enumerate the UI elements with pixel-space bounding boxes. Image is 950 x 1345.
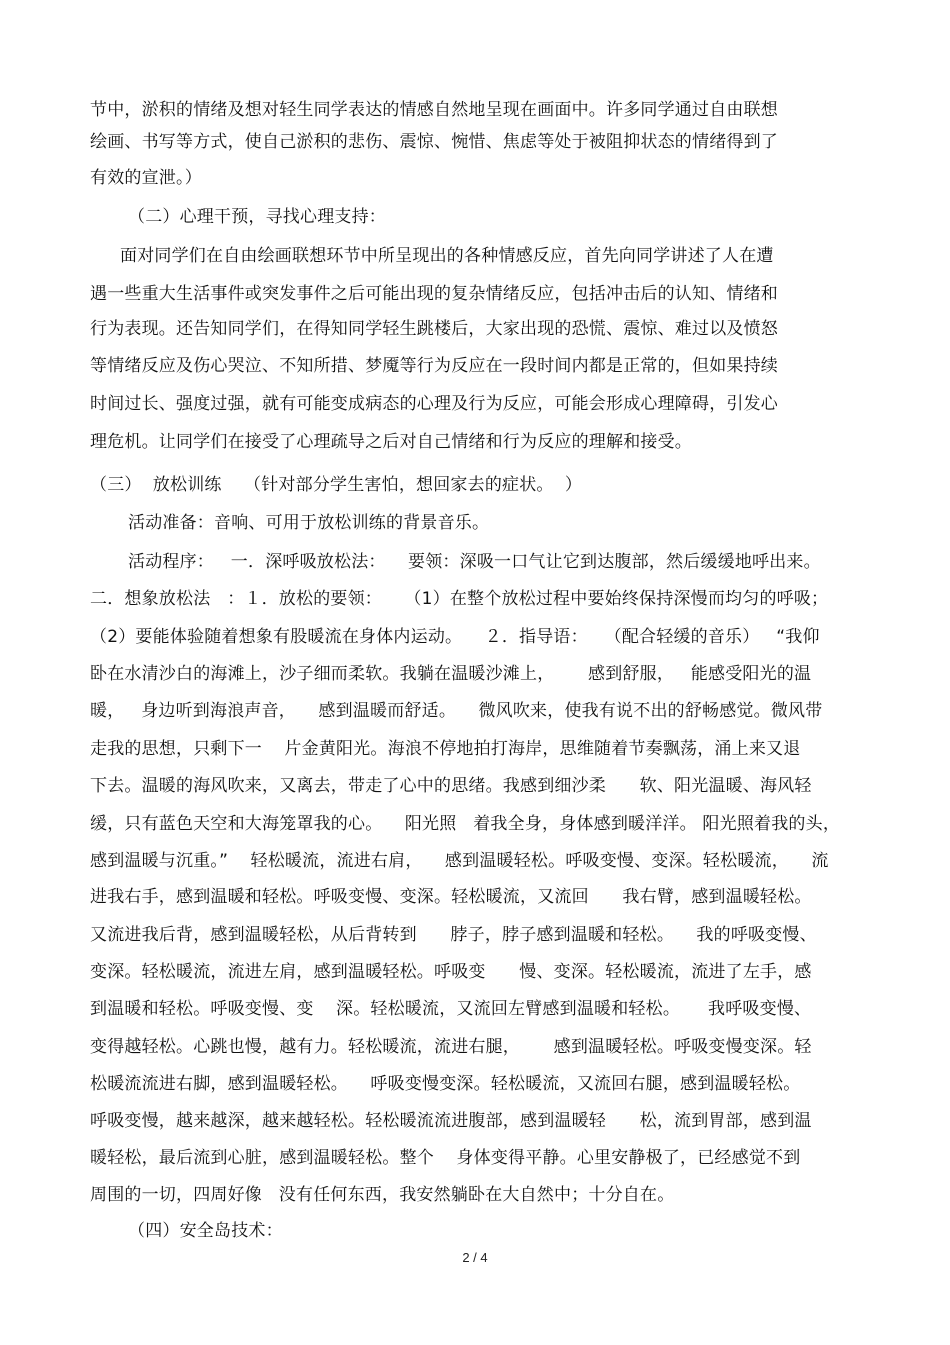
- paragraph-line: 有效的宣泄。）: [90, 168, 202, 188]
- paragraph-line: 绘画、书写等方式，使自己淤积的悲伤、震惊、惋惜、焦虑等处于被阻抑状态的情绪得到了: [90, 132, 778, 152]
- paragraph-line: 行为表现。还告知同学们，在得知同学轻生跳楼后，大家出现的恐慌、震惊、难过以及愤怒: [90, 319, 778, 339]
- paragraph-line: 二．想象放松法 ：１．放松的要领： （1）在整个放松过程中要始终保持深慢而均匀的呼吸；: [90, 589, 829, 609]
- paragraph-line: 活动程序： 一．深呼吸放松法： 要领：深吸一口气让它到达腹部，然后缓缓地呼出来。: [128, 552, 821, 572]
- paragraph-line: 暖， 身边听到海浪声音， 感到温暖而舒适。 微风吹来，使我有说不出的舒畅感觉。微风带: [90, 701, 823, 721]
- paragraph-line: （2）要能体验随着想象有股暖流在身体内运动。 ２．指导语： （配合轻缓的音乐） “我仰: [90, 627, 820, 647]
- paragraph-line: 变得越轻松。心跳也慢，越有力。轻松暖流，流进右腿， 感到温暖轻松。呼吸变慢变深。轻: [90, 1037, 812, 1057]
- paragraph-line: 松暖流流进右脚，感到温暖轻松。 呼吸变慢变深。轻松暖流，又流回右腿，感到温暖轻松。: [90, 1074, 801, 1094]
- paragraph-line: 呼吸变慢，越来越深，越来越轻松。轻松暖流流进腹部，感到温暖轻 松，流到胃部，感到温: [90, 1111, 812, 1131]
- paragraph-line: 等情绪反应及伤心哭泣、不知所措、梦魇等行为反应在一段时间内都是正常的，但如果持续: [90, 356, 778, 376]
- paragraph-line: 缓，只有蓝色天空和大海笼罩我的心。 阳光照 着我全身，身体感到暖洋洋。 阳光照着我的头，: [90, 814, 841, 834]
- paragraph-line: 进我右手，感到温暖和轻松。呼吸变慢、变深。轻松暖流，又流回 我右臂，感到温暖轻松。: [90, 887, 812, 907]
- section-heading: （二）心理干预，寻找心理支持：: [128, 207, 386, 227]
- paragraph-line: 周围的一切，四周好像 没有任何东西，我安然躺卧在大自然中；十分自在。: [90, 1185, 675, 1205]
- paragraph-line: 遇一些重大生活事件或突发事件之后可能出现的复杂情绪反应，包括冲击后的认知、情绪和: [90, 284, 778, 304]
- paragraph-line: 卧在水清沙白的海滩上，沙子细而柔软。我躺在温暖沙滩上， 感到舒服， 能感受阳光的温: [90, 664, 812, 684]
- section-heading: （三） 放松训练 （针对部分学生害怕，想回家去的症状。 ）: [90, 475, 583, 495]
- section-heading: （四）安全岛技术：: [128, 1221, 283, 1241]
- paragraph-line: 走我的思想，只剩下一 片金黄阳光。海浪不停地拍打海岸，思维随着节奏飘荡，涌上来又退: [90, 739, 801, 759]
- paragraph-line: 又流进我后背，感到温暖轻松，从后背转到 脖子，脖子感到温暖和轻松。 我的呼吸变慢、: [90, 925, 817, 945]
- paragraph-line: 暖轻松，最后流到心脏，感到温暖轻松。整个 身体变得平静。心里安静极了，已经感觉不到: [90, 1148, 801, 1168]
- paragraph-line: 面对同学们在自由绘画联想环节中所呈现出的各种情感反应，首先向同学讲述了人在遭: [120, 246, 774, 266]
- paragraph-line: 节中，淤积的情绪及想对轻生同学表达的情感自然地呈现在画面中。许多同学通过自由联想: [90, 100, 778, 120]
- page-number: 2 / 4: [462, 1250, 488, 1265]
- paragraph-line: 理危机。让同学们在接受了心理疏导之后对自己情绪和行为反应的理解和接受。: [90, 432, 692, 452]
- paragraph-line: 时间过长、强度过强，就有可能变成病态的心理及行为反应，可能会形成心理障碍，引发心: [90, 394, 778, 414]
- paragraph-line: 活动准备：音响、可用于放松训练的背景音乐。: [128, 513, 490, 533]
- paragraph-line: 到温暖和轻松。呼吸变慢、变 深。轻松暖流，又流回左臂感到温暖和轻松。 我呼吸变慢、: [90, 999, 812, 1019]
- paragraph-line: 感到温暖与沉重。” 轻松暖流，流进右肩， 感到温暖轻松。呼吸变慢、变深。轻松暖流， 流: [90, 851, 829, 871]
- paragraph-line: 变深。轻松暖流，流进左肩，感到温暖轻松。呼吸变 慢、变深。轻松暖流，流进了左手，感: [90, 962, 812, 982]
- paragraph-line: 下去。温暖的海风吹来，又离去，带走了心中的思绪。我感到细沙柔 软、阳光温暖、海风轻: [90, 776, 812, 796]
